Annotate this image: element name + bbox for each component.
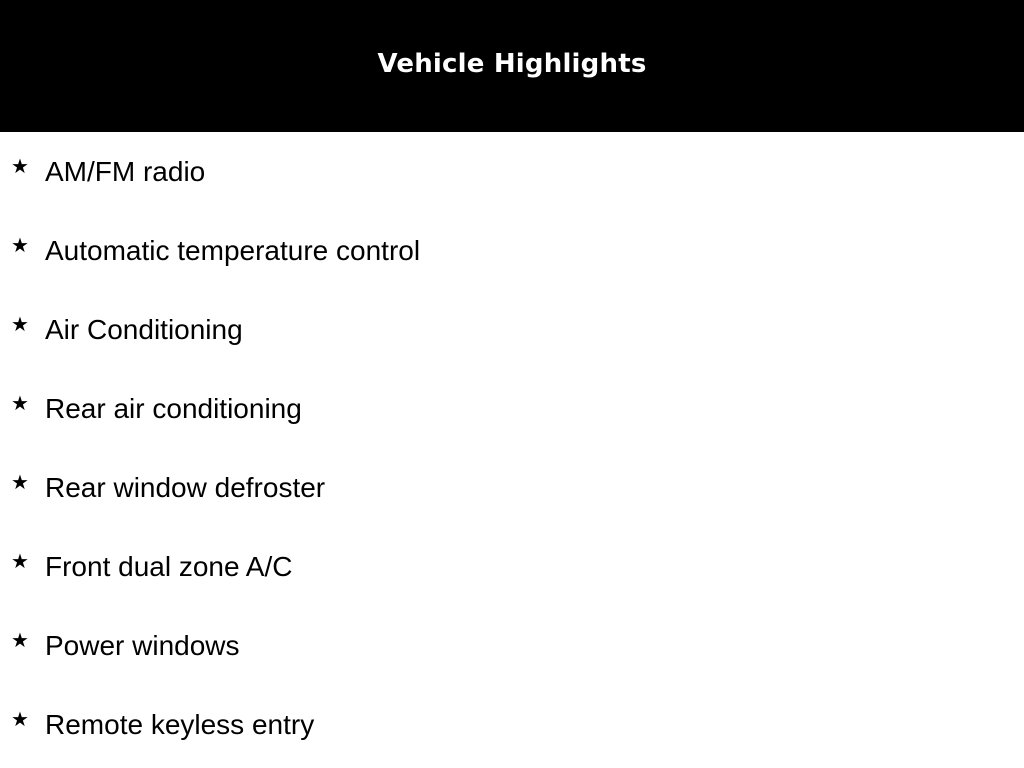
star-icon: ★ xyxy=(11,391,29,415)
star-icon: ★ xyxy=(11,154,29,178)
star-icon: ★ xyxy=(11,312,29,336)
list-item xyxy=(0,290,1024,369)
feature-label: Remote keyless entry xyxy=(45,709,315,740)
feature-list xyxy=(0,132,1024,768)
list-item xyxy=(0,685,1024,764)
feature-label: Power windows xyxy=(45,630,240,661)
star-icon: ★ xyxy=(11,549,29,573)
feature-label: Rear window defroster xyxy=(45,472,326,503)
star-icon: ★ xyxy=(11,470,29,494)
feature-label: Air Conditioning xyxy=(45,314,243,345)
star-icon: ★ xyxy=(11,233,29,257)
list-item xyxy=(0,527,1024,606)
star-icon: ★ xyxy=(11,707,29,731)
page-title: Vehicle Highlights xyxy=(377,49,647,79)
list-item xyxy=(0,132,1024,211)
star-icon: ★ xyxy=(11,628,29,652)
list-item xyxy=(0,606,1024,685)
feature-label: Automatic temperature control xyxy=(45,235,421,266)
list-item xyxy=(0,369,1024,448)
feature-label: Front dual zone A/C xyxy=(45,551,293,582)
header-bar xyxy=(0,0,1024,132)
feature-label: AM/FM radio xyxy=(45,156,206,187)
feature-label: Rear air conditioning xyxy=(45,393,302,424)
list-item xyxy=(0,211,1024,290)
list-item xyxy=(0,448,1024,527)
